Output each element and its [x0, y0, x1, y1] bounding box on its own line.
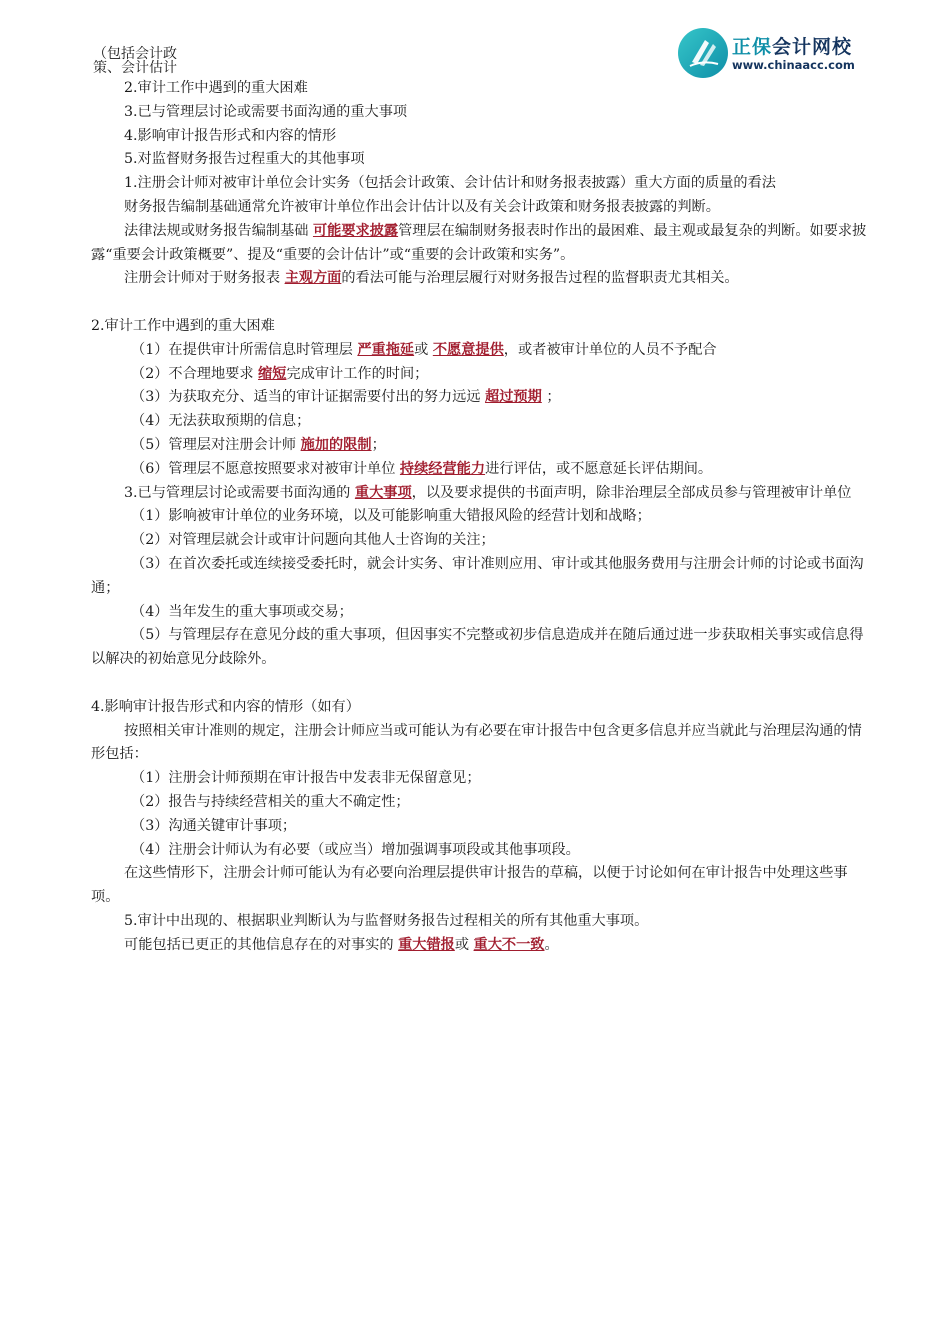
highlight-term: 重大事项 [354, 484, 412, 501]
list-item: （4）无法获取预期的信息； [131, 413, 311, 430]
highlight-term: 可能要求披露 [312, 222, 399, 239]
section-4-outro: 在这些情形下，注册会计师可能认为有必要向治理层提供审计报告的草稿，以便于讨论如何在审计报告中处理这些事项。 [91, 865, 848, 906]
text: （3）为获取充分、适当的审计证据需要付出的努力远远 [131, 389, 486, 406]
text: ； [541, 389, 561, 406]
document-body [91, 77, 869, 957]
list-item: （1）注册会计师预期在审计报告中发表非无保留意见； [131, 770, 481, 787]
highlight-term: 主观方面 [284, 270, 342, 287]
highlight-term: 缩短 [258, 365, 287, 382]
list-item: （3）在首次委托或连续接受委托时，就会计实务、审计准则应用、审计或其他服务费用与注册会计师的讨论或书面沟通； [91, 555, 864, 596]
highlight-term: 施加的限制 [300, 436, 372, 453]
spacer [91, 291, 869, 315]
text: （6）管理层不愿意按照要求对被审计单位 [131, 460, 400, 477]
list-item: （2）对管理层就会计或审计问题向其他人士咨询的关注； [131, 532, 495, 549]
clipped-top-line [93, 46, 183, 76]
list-item [91, 458, 869, 482]
highlight-term: 重大不一致 [473, 936, 545, 953]
section-3-title [91, 482, 869, 506]
section-1-paragraph [91, 267, 869, 291]
outline-item: 3.已与管理层讨论或需要书面沟通的重大事项 [124, 103, 408, 120]
brand-name [732, 32, 852, 59]
highlight-term: 重大错报 [398, 936, 455, 953]
list-item: （4）当年发生的重大事项或交易； [131, 603, 353, 620]
text: 注册会计师对于财务报表 [124, 270, 285, 287]
brand-url: www.chinaacc.com [732, 58, 855, 72]
text: 法律法规或财务报告编制基础 [124, 222, 313, 239]
text: ，以及要求提供的书面声明，除非治理层全部成员参与管理被审计单位 [411, 484, 852, 501]
brand-name-rest: 会计网校 [772, 36, 853, 58]
text: ，或者被审计单位的人员不予配合 [503, 341, 717, 358]
outline-item: 2.审计工作中遇到的重大困难 [124, 80, 308, 96]
list-item [91, 386, 869, 410]
highlight-term: 不愿意提供 [432, 341, 504, 358]
text: 或 [414, 341, 433, 358]
list-item: （5）与管理层存在意见分歧的重大事项，但因事实不完整或初步信息造成并在随后通过进一步获取相关事实或信息得以解决的初始意见分歧除外。 [91, 627, 864, 668]
list-item [91, 363, 869, 387]
text: （2）不合理地要求 [131, 365, 259, 382]
text: 。 [544, 936, 559, 953]
highlight-term: 超过预期 [485, 389, 542, 406]
section-2-title: 2.审计工作中遇到的重大困难 [91, 317, 275, 334]
list-item: （1）影响被审计单位的业务环境，以及可能影响重大错报风险的经营计划和战略； [131, 508, 651, 525]
text: （5）管理层对注册会计师 [131, 436, 301, 453]
logo-emblem-icon [678, 28, 728, 78]
text: 或 [454, 936, 474, 953]
outline-item: 5.对监督财务报告过程重大的其他事项 [124, 151, 365, 168]
list-item: （2）报告与持续经营相关的重大不确定性； [131, 793, 410, 810]
list-item [91, 434, 869, 458]
text: 3.已与管理层讨论或需要书面沟通的 [124, 484, 355, 501]
text: 可能包括已更正的其他信息存在的对事实的 [124, 936, 399, 953]
text: 的看法可能与治理层履行对财务报告过程的监督职责尤其相关。 [341, 270, 739, 287]
text: 完成审计工作的时间； [286, 365, 429, 382]
clipped-top-text: （包括会计政策、会计估计 [93, 46, 177, 76]
section-5-title: 5.审计中出现的、根据职业判断认为与监督财务报告过程相关的所有其他重大事项。 [124, 912, 649, 929]
list-item: （4）注册会计师认为有必要（或应当）增加强调事项段或其他事项段。 [131, 841, 580, 858]
brand-name-accent: 正保 [732, 36, 773, 58]
text: 管理层在编制财务报表时作出的最困难、最主观或最复杂的判断。如要求披露“重要会计政策概要”、提及“重要的会计估计”或“重要的会计政策和实务”。 [91, 222, 867, 263]
highlight-term: 严重拖延 [357, 341, 415, 358]
brand-logo [678, 28, 878, 78]
list-item [91, 339, 869, 363]
outline-item: 4.影响审计报告形式和内容的情形 [124, 127, 337, 144]
section-1-paragraph: 财务报告编制基础通常允许被审计单位作出会计估计以及有关会计政策和财务报表披露的判断。 [124, 198, 720, 215]
section-1-title: 1.注册会计师对被审计单位会计实务（包括会计政策、会计估计和财务报表披露）重大方面的质量的看法 [124, 175, 776, 192]
text: 进行评估，或不愿意延长评估期间。 [485, 460, 713, 477]
spacer [91, 672, 869, 696]
section-4-intro: 按照相关审计准则的规定，注册会计师应当或可能认为有必要在审计报告中包含更多信息并应当就此与治理层沟通的情形包括： [91, 722, 862, 763]
list-item: （3）沟通关键审计事项； [131, 817, 297, 834]
section-1-paragraph [91, 220, 869, 268]
text: （1）在提供审计所需信息时管理层 [131, 341, 358, 358]
text: ； [371, 436, 386, 453]
highlight-term: 持续经营能力 [399, 460, 486, 477]
section-5-paragraph [91, 934, 869, 958]
section-4-title: 4.影响审计报告形式和内容的情形（如有） [91, 698, 360, 715]
